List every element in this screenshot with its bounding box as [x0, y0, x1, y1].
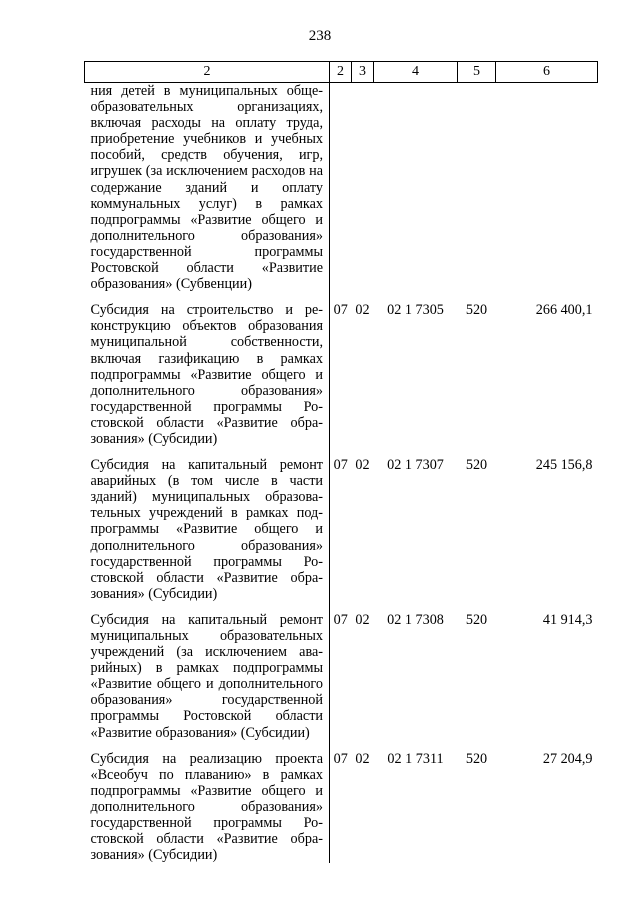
row-target-article: 02 1 7307 [387, 457, 444, 474]
row-subsection: 02 [355, 302, 370, 319]
row-section: 07 [333, 457, 348, 474]
row-subsection: 02 [355, 750, 370, 767]
row-expense-type: 520 [465, 457, 488, 474]
row-expense-type: 520 [465, 611, 488, 628]
header-col-target-article: 4 [374, 62, 458, 83]
table-row [85, 612, 598, 741]
header-col-expense-type: 5 [458, 62, 496, 83]
header-col-amount: 6 [496, 62, 598, 83]
page-number: 238 [308, 28, 332, 44]
header-col-name: 2 [85, 62, 330, 83]
table-row-continuation [85, 83, 598, 293]
row-subsection: 02 [355, 457, 370, 474]
row-name: Субсидия на капитальный ремонт аварийных (в том числе в части зданий) муниципальных образовательных учреждений в рамках подпрограммы «Развитие общего и дополнительного образования» государственной программы Ростовской области «Развитие образования» (Субсидии) [85, 457, 330, 602]
row-name: ния детей в муниципальных общеобразовательных организациях, включая расходы на оплату труда, приобретение учебников и учебных пособий, средств обучения, игр, игрушек (за исключением расходов на содержание зданий и оплату коммунальных услуг) в рамках подпрограммы «Развитие общего и дополнительного образования» государственной программы Ростовской области «Развитие образования» (Субвенции) [85, 83, 330, 293]
row-name: Субсидия на строительство и реконструкцию объектов образования муниципальной собственности, включая газификацию в рамках подпрограммы «Развитие общего и дополнительного образования» государственной программы Ростовской области «Развитие образования» (Субсидии) [85, 302, 330, 447]
row-section: 07 [333, 750, 348, 767]
row-name: Субсидия на капитальный ремонт муниципальных образовательных учреждений (за исключением аварийных) в рамках подпрограммы «Развитие общего и дополнительного образования» государственной программы Ростовской области «Развитие образования» (Субсидии) [85, 612, 330, 741]
row-amount: 27 204,9 [542, 750, 593, 767]
row-target-article: 02 1 7305 [387, 302, 444, 319]
row-gap [85, 741, 598, 751]
row-target-article: 02 1 7308 [387, 611, 444, 628]
row-gap [85, 447, 598, 457]
row-name: Субсидия на реализацию проекта «Всеобуч по плаванию» в рамках подпрограммы «Развитие общего и дополнительного образования» государственной программы Ростовской области «Развитие образования» (Субсидии) [85, 751, 330, 864]
header-col-section: 2 [330, 62, 352, 83]
table-row [85, 302, 598, 447]
row-gap [85, 602, 598, 612]
table-row [85, 751, 598, 864]
row-subsection: 02 [355, 611, 370, 628]
row-target-article: 02 1 7311 [387, 750, 444, 767]
budget-table [84, 61, 598, 863]
row-amount: 41 914,3 [542, 611, 593, 628]
row-section: 07 [333, 611, 348, 628]
row-expense-type: 520 [465, 302, 488, 319]
row-gap [85, 292, 598, 302]
header-col-subsection: 3 [352, 62, 374, 83]
row-amount: 245 156,8 [535, 457, 593, 474]
table-row [85, 457, 598, 602]
table-header-row [85, 62, 598, 83]
row-amount: 266 400,1 [535, 302, 593, 319]
row-section: 07 [333, 302, 348, 319]
row-expense-type: 520 [465, 750, 488, 767]
